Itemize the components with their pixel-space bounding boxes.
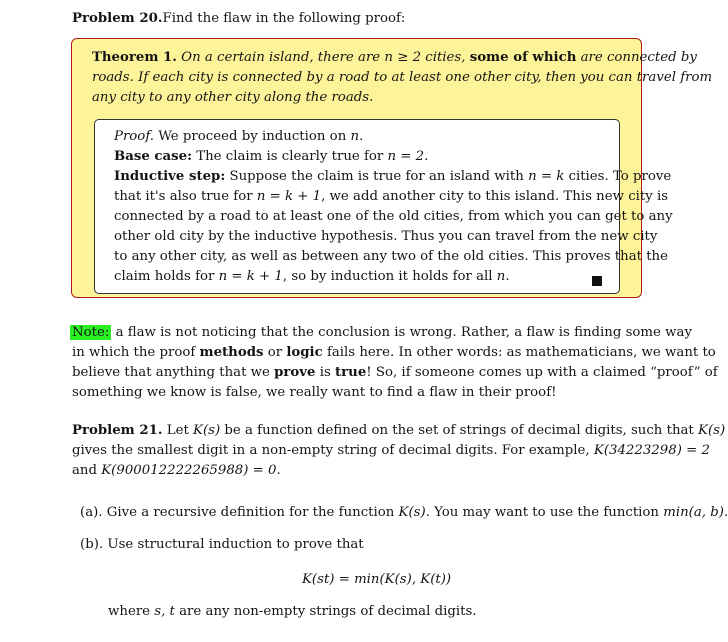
part-b: (b). Use structural induction to prove that [80, 537, 364, 552]
proof-line-7: other old city by the inductive hypothesis. Thus you can travel from the new city [114, 229, 658, 244]
proof-line-9: claim holds for n = k + 1, so by induction it holds for all n. [114, 269, 510, 284]
theorem-line-3: any city to any other city along the roads. [92, 90, 374, 105]
theorem-line-2: roads. If each city is connected by a road to at least one other city, then you can travel from [92, 70, 713, 85]
proof-intro: Proof. We proceed by induction on n. [114, 129, 364, 144]
where-line: where s, t are any non-empty strings of decimal digits. [108, 604, 477, 619]
problem-21-line-2: gives the smallest digit in a non-empty string of decimal digits. For example, K(34223298) = 2 [72, 443, 710, 458]
theorem-label: Theorem 1. [92, 50, 177, 65]
part-a: (a). Give a recursive definition for the function K(s). You may want to use the function min(a, b). [80, 505, 728, 520]
problem-20-text: Find the flaw in the following proof: [162, 11, 406, 26]
theorem-math-n: n ≥ 2 [384, 50, 422, 65]
problem-20-label: Problem 20. [72, 11, 163, 26]
theorem-line-1: Theorem 1. On a certain island, there are n ≥ 2 cities, some of which are connected by [92, 50, 697, 65]
note-highlight-label: Note: [72, 325, 110, 340]
problem-21-label: Problem 21. [72, 423, 163, 438]
proof-inductive-step: Inductive step: Suppose the claim is true for an island with n = k cities. To prove [114, 169, 672, 184]
base-case-label: Base case: [114, 149, 192, 164]
proof-line-5: that it's also true for n = k + 1, we add another city to this island. This new city is [114, 189, 669, 204]
qed-symbol [592, 276, 602, 286]
note-line-2: in which the proof methods or logic fails here. In other words: as mathematicians, we want to [72, 345, 716, 360]
note-line-1: Note: a flaw is not noticing that the conclusion is wrong. Rather, a flaw is finding some way [72, 325, 692, 340]
proof-base-case: Base case: The claim is clearly true for n = 2. [114, 149, 429, 164]
inductive-step-label: Inductive step: [114, 169, 226, 184]
part-b-label: (b). [80, 537, 104, 552]
problem-21-line-3: and K(900012222265988) = 0. [72, 463, 281, 478]
proof-label: Proof. [114, 129, 154, 144]
note-line-3: believe that anything that we prove is true! So, if someone comes up with a claimed “proof” of [72, 365, 718, 380]
theorem-emphasis: some of which [469, 50, 577, 65]
problem-20-heading [72, 9, 405, 29]
problem-21-line-1: Problem 21. Let K(s) be a function defined on the set of strings of decimal digits, such that K(s) [72, 423, 726, 438]
note-line-4: something we know is false, we really want to find a flaw in their proof! [72, 385, 557, 400]
equation: K(st) = min(K(s), K(t)) [302, 572, 452, 587]
proof-line-6: connected by a road to at least one of the old cities, from which you can get to any [114, 209, 673, 224]
proof-line-8: to any other city, as well as between any two of the old cities. This proves that the [114, 249, 668, 264]
part-a-label: (a). [80, 505, 103, 520]
